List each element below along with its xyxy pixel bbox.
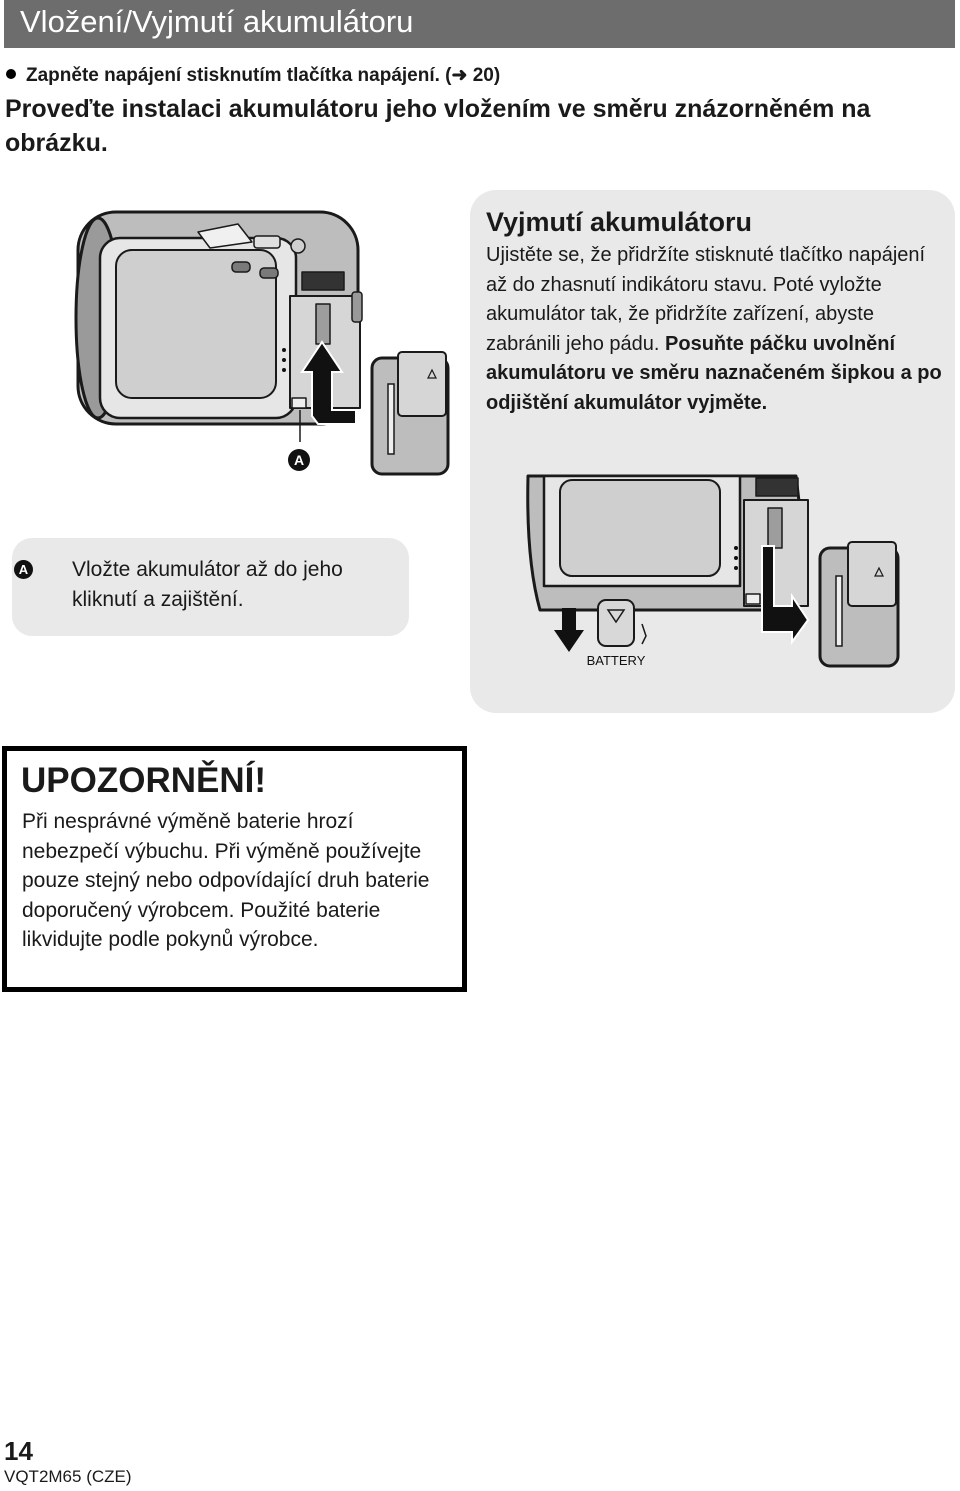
- battery-pack-illustration: [372, 352, 448, 474]
- removal-body-bold: Posuňte páčku uvolnění akumulátoru ve směru naznačeném šipkou a po odjištění akumulátor vyjměte.: [486, 332, 942, 414]
- removed-battery-illustration: [820, 542, 898, 666]
- marker-a-icon: [288, 449, 310, 471]
- page-title: Vložení/Vyjmutí akumulátoru: [20, 4, 414, 39]
- note-marker-a-icon: A: [14, 560, 33, 579]
- page-number: 14: [4, 1436, 33, 1466]
- marker-a-label: A: [293, 452, 305, 468]
- note-text: Vložte akumulátor až do jeho kliknutí a zajištění.: [72, 558, 343, 611]
- removal-title: Vyjmutí akumulátoru: [486, 207, 753, 237]
- removal-body-normal: Ujistěte se, že přidržíte stisknuté tlačítko napájení až do zhasnutí indikátoru stavu. Poté vyložte akumulátor tak, že přidržíte zařízení, abyste zabránili jeho pádu.: [486, 244, 926, 355]
- power-on-text: Zapněte napájení stisknutím tlačítka napájení. (➜ 20): [26, 65, 501, 86]
- warning-box: [2, 746, 467, 992]
- intro-instruction: Proveďte instalaci akumulátoru jeho vložením ve směru znázorněném na obrázku.: [5, 95, 871, 157]
- warning-title: UPOZORNĚNÍ!: [21, 761, 266, 800]
- warning-body: Při nesprávné výměně baterie hrozí nebezpečí výbuchu. Při výměně používejte pouze stejný nebo odpovídající druh baterie doporučený výrobcem. Použité baterie likvidujte podle pokynů výrobce.: [22, 810, 430, 951]
- document-code: VQT2M65 (CZE): [4, 1467, 132, 1486]
- battery-lever-label: BATTERY: [586, 653, 646, 668]
- note-panel: [12, 538, 409, 636]
